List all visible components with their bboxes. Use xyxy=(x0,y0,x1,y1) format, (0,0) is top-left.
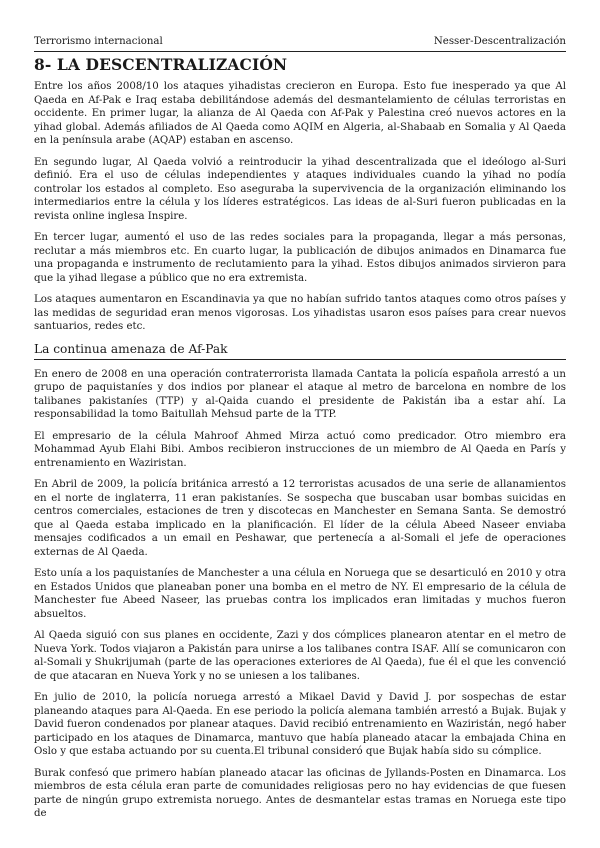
paragraph: Entre los años 2008/10 los ataques yihadistas crecieron en Europa. Esto fue inesperado ya que Al Qaeda en Af-Pak e Iraq estaba debilitándose además del desmantelamiento de células terroristas en occidente. En primer lugar, la alianza de Al Qaeda con Af-Pak y Palestina creó nuevos actores en la yihad global. Además afiliados de Al Qaeda como AQIM en Algeria, al-Shabaab en Somalia y Al Qaeda en la península arabe (AQAP) estaban en ascenso. xyxy=(34,81,566,146)
paragraph: En tercer lugar, aumentó el uso de las redes sociales para la propaganda, llegar a más personas, reclutar a más miembros etc. En cuarto lugar, la publicación de dibujos animados en Dinamarca fue una propaganda e instrumento de reclutamiento para la yihad. Estos dibujos animados sirvieron para que la yihad llegase a público que no era extremista. xyxy=(34,232,566,284)
paragraph: En enero de 2008 en una operación contraterrorista llamada Cantata la policía española arrestó a un grupo de paquistaníes y dos indios por planear el ataque al metro de barcelona en nombre de los talibanes pakistaníes (TTP) y al-Qaida cuando el presidente de Pakistán iba a estar ahí. La responsabilidad la tomo Baitullah Mehsud parte de la TTP. xyxy=(34,368,566,420)
paragraph: En julio de 2010, la policía noruega arrestó a Mikael David y David J. por sospechas de estar planeando ataques para Al-Qaeda. En ese periodo la policía alemana también arrestó a Bujak. Bujak y David fueron condenados por planear ataques. David recibió entrenamiento en Waziristán, negó haber participado en los ataques de Dinamarca, mantuvo que había planeado atacar la embajada China en Oslo y que estaba actuando por su cuenta.El tribunal consideró que Bujak había sido su cómplice. xyxy=(34,692,566,757)
header-left: Terrorismo internacional xyxy=(34,36,163,47)
paragraph: Esto unía a los paquistaníes de Manchester a una célula en Noruega que se desarticuló en 2010 y otra en Estados Unidos que planeaban poner una bomba en el metro de NY. El empresario de la célula de Manchester fue Abeed Naseer, las pruebas contra los implicados eran limitadas y muchos fueron absueltos. xyxy=(34,568,566,620)
running-header xyxy=(34,36,566,52)
paragraph: Burak confesó que primero habían planeado atacar las oficinas de Jyllands-Posten en Dinamarca. Los miembros de esta célula eran parte de comunidades religiosas pero no hay evidencias de que fuesen parte de ningún grupo extremista noruego. Antes de desmantelar estas tramas en Noruega este tipo de xyxy=(34,767,566,819)
chapter-title: 8- LA DESCENTRALIZACIÓN xyxy=(34,55,288,74)
paragraph: En Abril de 2009, la policía británica arrestó a 12 terroristas acusados de una serie de allanamientos en el norte de inglaterra, 11 eran pakistaníes. Se sospecha que buscaban usar bombas suicidas en centros comerciales, estaciones de tren y discotecas en Manchester en Semana Santa. Se demostró que al Qaeda estaba implicado en la planificación. El líder de la célula Abeed Naseer enviaba mensajes codificados a un email en Peshawar, que pertenecía a al-Somali el jefe de operaciones externas de Al Qaeda. xyxy=(34,479,566,558)
paragraph: El empresario de la célula Mahroof Ahmed Mirza actuó como predicador. Otro miembro era Mohammad Ayub Elahi Bibi. Ambos recibieron instrucciones de un miembro de Al Qaeda en París y entrenamiento en Waziristan. xyxy=(34,430,566,469)
paragraph: Los ataques aumentaron en Escandinavia ya que no habían sufrido tantos ataques como otros países y las medidas de seguridad eran menos vigorosas. Los yihadistas usaron esos países para crear nuevos santuarios, redes etc. xyxy=(34,294,566,332)
paragraph: En segundo lugar, Al Qaeda volvió a reintroducir la yihad descentralizada que el ideólogo al-Suri definió. Era el uso de células independientes y ataques individuales cuando la yihad no podía controlar los estados al completo. Eso aseguraba la supervivencia de la organización eliminando los intermediarios entre la célula y los líderes estratégicos. Las ideas de al-Suri fueron publicadas en la revista online inglesa Inspire. xyxy=(34,156,566,222)
paragraph: Al Qaeda siguió con sus planes en occidente, Zazi y dos cómplices planearon atentar en el metro de Nueva York. Todos viajaron a Pakistán para unirse a los talibanes contra ISAF. Allí se comunicaron con al-Somali y Shukrijumah (parte de las operaciones exteriores de Al Qaeda), fue él el que les convenció de que atacaran en Nueva York y no se uniesen a los talibanes. xyxy=(34,630,566,682)
header-right: Nesser-Descentralización xyxy=(433,36,566,47)
section-subheading: La continua amenaza de Af-Pak xyxy=(34,342,566,360)
